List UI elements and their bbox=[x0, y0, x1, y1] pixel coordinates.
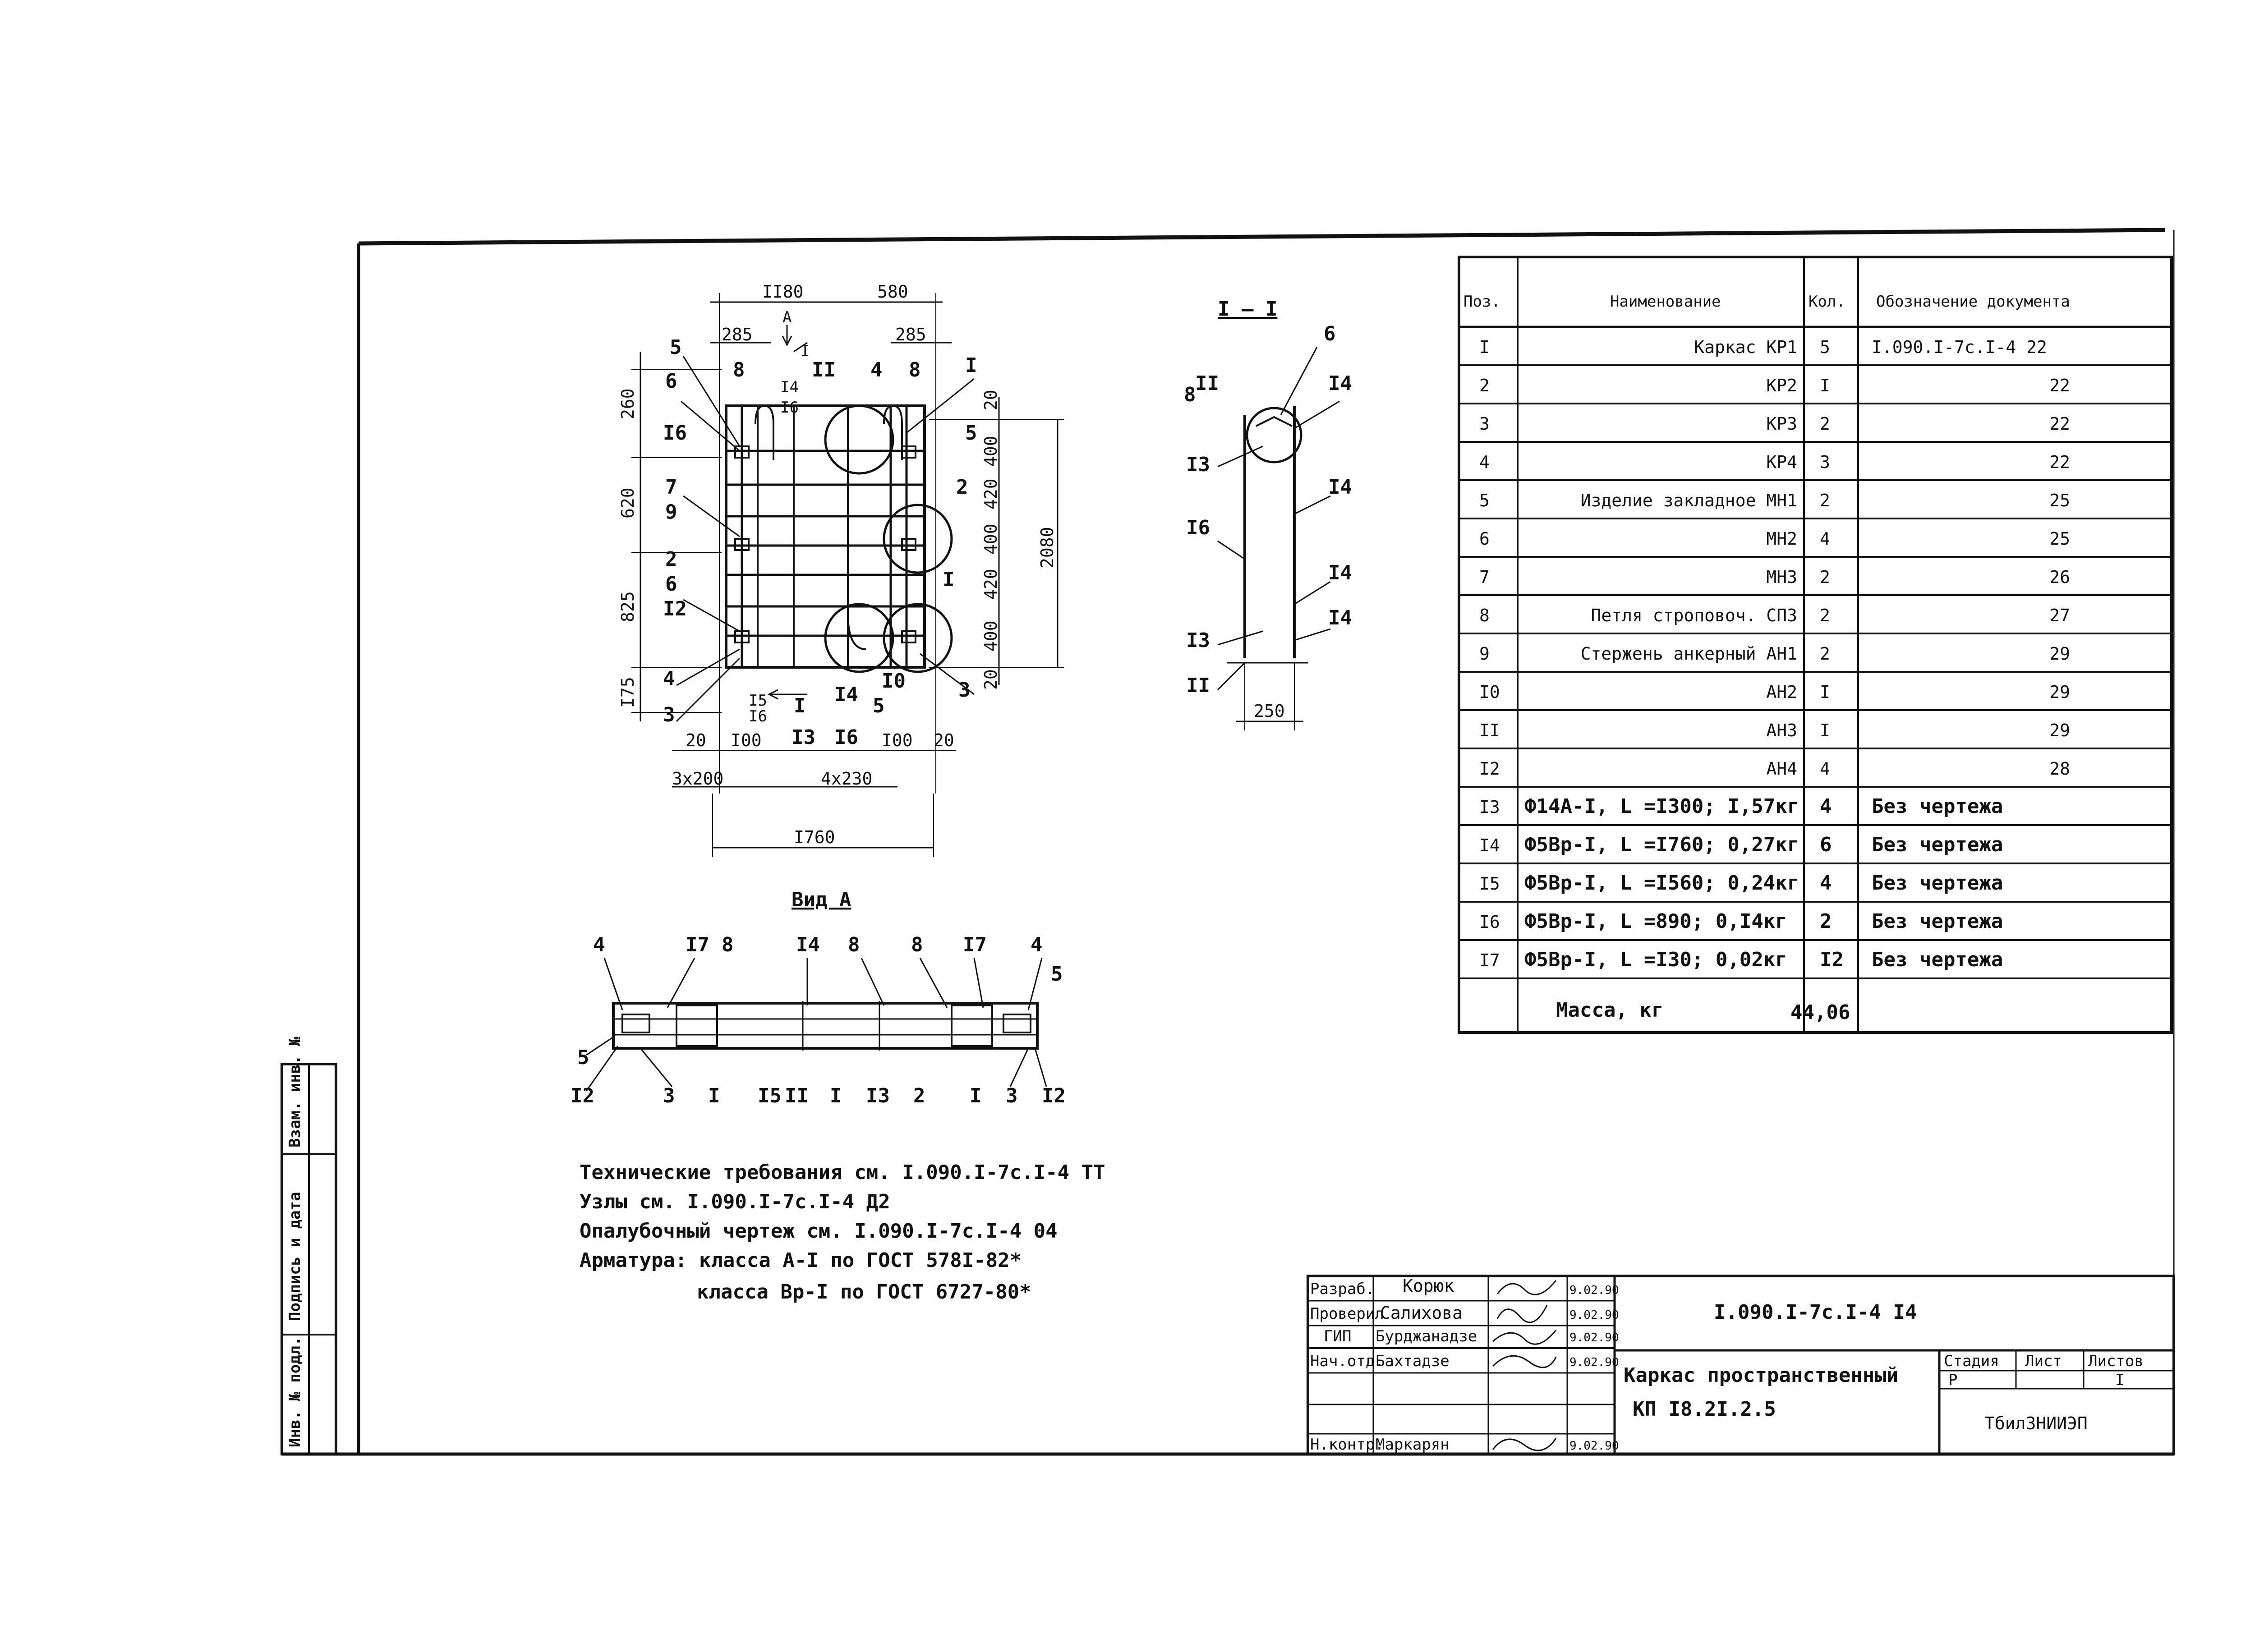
callout-16-bottom: I6 bbox=[749, 707, 767, 725]
tb-name-checked: Салихова bbox=[1380, 1303, 1463, 1323]
view-callout-14: I4 bbox=[796, 933, 820, 956]
spec-cell-doc: 22 bbox=[2049, 452, 2070, 472]
plan-labels bbox=[618, 282, 1057, 847]
callout-7-left: 7 bbox=[665, 476, 677, 499]
callout-4-left: 4 bbox=[663, 667, 675, 690]
callout-16-left: I6 bbox=[663, 422, 687, 445]
spec-table bbox=[1459, 257, 2172, 1032]
view-callout-1-c: I bbox=[970, 1084, 982, 1107]
tb-org: ТбилЗНИИЭП bbox=[1984, 1413, 2088, 1433]
view-callout-8-mid: 8 bbox=[848, 933, 860, 956]
spec-cell-qty: 6 bbox=[1820, 833, 1832, 856]
spec-cell-pos: 6 bbox=[1479, 529, 1490, 549]
dim-right-20-bottom: 20 bbox=[981, 669, 1001, 690]
spec-cell-name: Ф5Вр-I, L =I30; 0,02кг bbox=[1524, 948, 1787, 971]
spec-cell-qty: I bbox=[1820, 376, 1830, 395]
callout-16-bottom-b: I6 bbox=[834, 726, 858, 749]
spec-cell-name: Петля строповоч. СП3 bbox=[1591, 606, 1797, 625]
spec-cell-name: Ф5Вр-I, L =I560; 0,24кг bbox=[1524, 872, 1799, 895]
spec-cell-pos: I6 bbox=[1479, 912, 1500, 932]
section-title: I — I bbox=[1218, 298, 1278, 321]
callout-1-bottom: I bbox=[794, 694, 806, 717]
spec-cell-doc: I.090.I-7с.I-4 22 bbox=[1872, 337, 2047, 357]
tb-name-developer: Корюк bbox=[1403, 1276, 1454, 1296]
spec-cell-pos: I5 bbox=[1479, 874, 1500, 894]
spec-cell-name: Ф14А-I, L =I300; I,57кг bbox=[1524, 795, 1799, 818]
callout-6-left: 6 bbox=[665, 370, 677, 393]
spec-cell-doc: 29 bbox=[2049, 720, 2070, 740]
spec-cell-qty: 2 bbox=[1820, 414, 1830, 434]
spec-cell-doc: 29 bbox=[2049, 682, 2070, 702]
spec-cell-qty: 4 bbox=[1820, 529, 1830, 549]
callout-2-right: 2 bbox=[956, 476, 968, 499]
spec-header-doc: Обозначение документа bbox=[1876, 293, 2070, 311]
section-callout-14-a: I4 bbox=[1328, 372, 1352, 395]
tb-role-developer: Разраб. bbox=[1310, 1280, 1375, 1298]
spec-cell-pos: 3 bbox=[1479, 414, 1490, 434]
spec-cell-qty: 4 bbox=[1820, 759, 1830, 779]
spec-cell-qty: I bbox=[1820, 682, 1830, 702]
spec-cell-doc: 26 bbox=[2049, 567, 2070, 587]
callout-13-bottom: I3 bbox=[792, 726, 815, 749]
dim-3x200: 3x200 bbox=[672, 769, 724, 789]
note-rebar-a: Арматура: класса А-I по ГОСТ 578I-82* bbox=[580, 1249, 1022, 1272]
spec-mass-value: 44,06 bbox=[1790, 1001, 1850, 1024]
callout-3-left: 3 bbox=[663, 703, 675, 726]
spec-cell-name: Изделие закладное МН1 bbox=[1580, 491, 1797, 510]
dim-right-420-a: 420 bbox=[981, 478, 1001, 509]
spec-cell-qty: 2 bbox=[1820, 491, 1830, 510]
spec-cell-doc: 22 bbox=[2049, 414, 2070, 434]
spec-cell-name: МН3 bbox=[1766, 567, 1797, 587]
spec-cell-name: АН4 bbox=[1766, 759, 1797, 779]
tb-sheets-value: I bbox=[2115, 1371, 2125, 1389]
spec-cell-name: КР3 bbox=[1766, 414, 1797, 434]
note-nodes: Узлы см. I.090.I-7с.I-4 Д2 bbox=[580, 1190, 890, 1213]
callout-12-left: I2 bbox=[663, 597, 687, 620]
spec-cell-qty: I2 bbox=[1820, 948, 1844, 971]
spec-cell-qty: 2 bbox=[1820, 644, 1830, 664]
tb-title-line2: КП I8.2I.2.5 bbox=[1633, 1398, 1776, 1421]
tb-date-head: 9.02.90 bbox=[1569, 1356, 1619, 1369]
view-callout-17-right: I7 bbox=[963, 933, 987, 956]
side-stamp bbox=[282, 1037, 336, 1454]
spec-cell-doc: 27 bbox=[2049, 606, 2070, 625]
tb-title-line1: Каркас пространственный bbox=[1624, 1364, 1899, 1387]
view-callout-1-b: I bbox=[830, 1084, 842, 1107]
view-callout-17-left: I7 bbox=[686, 933, 709, 956]
tb-stage-value: Р bbox=[1948, 1371, 1958, 1389]
section-width-250: 250 bbox=[1254, 701, 1285, 721]
callout-9-left: 9 bbox=[665, 500, 677, 523]
spec-cell-name: АН3 bbox=[1766, 720, 1797, 740]
callout-5-bottom: 5 bbox=[873, 694, 885, 717]
callout-6-left-b: 6 bbox=[665, 573, 677, 596]
callout-5-left: 5 bbox=[670, 336, 682, 359]
tb-sheet-header: Лист bbox=[2025, 1352, 2062, 1370]
dim-580: 580 bbox=[877, 282, 908, 302]
section-callout-14-d: I4 bbox=[1328, 606, 1352, 629]
dim-right-400-b: 400 bbox=[981, 523, 1001, 555]
section-marker-top: I bbox=[801, 342, 810, 360]
callout-4-top: 4 bbox=[870, 358, 883, 381]
spec-cell-doc: 28 bbox=[2049, 759, 2070, 779]
dim-bottom-100-left: I00 bbox=[731, 730, 762, 750]
callout-3-bottom-right: 3 bbox=[958, 679, 971, 702]
signature-1 bbox=[1497, 1280, 1556, 1294]
spec-cell-pos: 2 bbox=[1479, 376, 1490, 395]
view-a bbox=[571, 888, 1066, 1107]
spec-cell-qty: 4 bbox=[1820, 795, 1832, 818]
spec-cell-pos: I2 bbox=[1479, 759, 1500, 779]
spec-cell-qty: 2 bbox=[1820, 910, 1832, 933]
dim-285-right: 285 bbox=[895, 325, 926, 344]
spec-header-name: Наименование bbox=[1610, 293, 1721, 311]
spec-header-pos: Поз. bbox=[1463, 293, 1500, 311]
spec-mass-label: Масса, кг bbox=[1556, 999, 1664, 1022]
title-block bbox=[1308, 1276, 2174, 1454]
notes bbox=[580, 1161, 1105, 1303]
spec-cell-name: Стержень анкерный АН1 bbox=[1580, 644, 1797, 664]
spec-cell-name: Каркас КР1 bbox=[1694, 337, 1797, 357]
dim-4x230: 4x230 bbox=[821, 769, 873, 789]
view-callout-3-right: 3 bbox=[1006, 1084, 1018, 1107]
spec-cell-pos: 5 bbox=[1479, 491, 1490, 510]
view-callout-12-right: I2 bbox=[1042, 1084, 1066, 1107]
section-callout-16: I6 bbox=[1186, 516, 1210, 539]
spec-cell-qty: I bbox=[1820, 720, 1830, 740]
dim-right-400-c: 400 bbox=[981, 620, 1001, 652]
tb-name-gip: Бурджанадзе bbox=[1376, 1327, 1477, 1345]
dim-1760: I760 bbox=[794, 827, 835, 847]
view-callout-12-left: I2 bbox=[571, 1084, 594, 1107]
section-callout-14-b: I4 bbox=[1328, 476, 1352, 499]
spec-cell-qty: 5 bbox=[1820, 337, 1830, 357]
tb-role-checked: Проверил bbox=[1310, 1305, 1384, 1323]
spec-cell-pos: II bbox=[1479, 720, 1500, 740]
spec-cell-name: АН2 bbox=[1766, 682, 1797, 702]
signature-3 bbox=[1493, 1330, 1556, 1344]
stamp-signature-date: Подпись и дата bbox=[286, 1192, 304, 1321]
tb-date-gip: 9.02.90 bbox=[1569, 1331, 1619, 1345]
view-callout-5-left: 5 bbox=[577, 1046, 589, 1069]
section-callout-6: 6 bbox=[1324, 322, 1336, 345]
spec-cell-pos: 9 bbox=[1479, 644, 1490, 664]
tb-date-developer: 9.02.90 bbox=[1569, 1284, 1619, 1297]
tb-role-norm: Н.контр. bbox=[1310, 1436, 1384, 1454]
note-rebar-b: класса Вр-I по ГОСТ 6727-80* bbox=[697, 1280, 1031, 1303]
spec-cell-doc: Без чертежа bbox=[1872, 833, 2003, 856]
spec-cell-name: КР4 bbox=[1766, 452, 1797, 472]
dim-left-620: 620 bbox=[618, 487, 638, 519]
section-callout-14-c: I4 bbox=[1328, 561, 1352, 584]
dim-right-400-a: 400 bbox=[981, 436, 1001, 467]
view-callout-4-left: 4 bbox=[593, 933, 605, 956]
view-marker-a: A bbox=[782, 308, 792, 326]
signature-4 bbox=[1493, 1356, 1556, 1367]
spec-cell-doc: 22 bbox=[2049, 376, 2070, 395]
section-view bbox=[1184, 298, 1352, 730]
stamp-replaced-inv: Взам. инв. № bbox=[286, 1037, 304, 1147]
section-callout-13-b: I3 bbox=[1186, 629, 1210, 652]
callout-8-top-right: 8 bbox=[909, 358, 921, 381]
dim-right-20-top: 20 bbox=[981, 390, 1001, 410]
spec-cell-pos: I4 bbox=[1479, 835, 1500, 855]
spec-cell-name: Ф5Вр-I, L =I760; 0,27кг bbox=[1524, 833, 1799, 856]
spec-cell-doc: Без чертежа bbox=[1872, 795, 2003, 818]
spec-cell-qty: 2 bbox=[1820, 606, 1830, 625]
section-callout-11: II bbox=[1195, 372, 1219, 395]
spec-cell-qty: 4 bbox=[1820, 872, 1832, 895]
callout-2-left: 2 bbox=[665, 548, 677, 571]
spec-cell-pos: 8 bbox=[1479, 606, 1490, 625]
view-callout-11: II bbox=[785, 1084, 809, 1107]
dim-bottom-100-right: I00 bbox=[882, 730, 913, 750]
view-callout-1-a: I bbox=[708, 1084, 720, 1107]
dim-left-260: 260 bbox=[618, 388, 638, 419]
section-callout-8: 8 bbox=[1184, 383, 1196, 406]
spec-cell-pos: I7 bbox=[1479, 950, 1500, 970]
view-callout-15: I5 bbox=[758, 1084, 782, 1107]
callout-14-bottom: I4 bbox=[834, 683, 858, 706]
spec-cell-pos: 7 bbox=[1479, 567, 1490, 587]
spec-cell-pos: I bbox=[1479, 337, 1490, 357]
callout-16-top: I6 bbox=[780, 399, 799, 417]
tb-date-norm: 9.02.90 bbox=[1569, 1439, 1619, 1453]
section-callout-13-a: I3 bbox=[1186, 453, 1210, 476]
signature-2 bbox=[1497, 1305, 1547, 1322]
tb-name-norm: Маркарян bbox=[1376, 1436, 1450, 1454]
callout-11-top: II bbox=[812, 358, 836, 381]
spec-cell-name: МН2 bbox=[1766, 529, 1797, 549]
callout-1-right: I bbox=[943, 568, 955, 591]
spec-cell-doc: 25 bbox=[2049, 491, 2070, 510]
view-callout-5-right: 5 bbox=[1051, 963, 1063, 986]
callout-1-top-right: I bbox=[965, 354, 977, 377]
dim-285-left: 285 bbox=[722, 325, 753, 344]
spec-cell-doc: Без чертежа bbox=[1872, 910, 2003, 933]
view-callout-3-left: 3 bbox=[663, 1084, 675, 1107]
spec-header-qty: Кол. bbox=[1809, 293, 1845, 311]
spec-cell-doc: 25 bbox=[2049, 529, 2070, 549]
section-callout-11-b: II bbox=[1186, 674, 1210, 697]
tb-date-checked: 9.02.90 bbox=[1569, 1308, 1619, 1322]
tb-name-head: Бахтадзе bbox=[1376, 1352, 1450, 1370]
tb-role-gip: ГИП bbox=[1324, 1327, 1352, 1345]
dim-bottom-20-left: 20 bbox=[686, 730, 706, 750]
dim-bottom-20-right: 20 bbox=[934, 730, 954, 750]
spec-cell-doc: 29 bbox=[2049, 644, 2070, 664]
spec-cell-pos: I3 bbox=[1479, 797, 1500, 817]
spec-cell-pos: 4 bbox=[1479, 452, 1490, 472]
spec-cell-qty: 3 bbox=[1820, 452, 1830, 472]
tb-role-head: Нач.отд. bbox=[1310, 1352, 1384, 1370]
callout-8-top-left: 8 bbox=[733, 358, 745, 381]
spec-cell-name: КР2 bbox=[1766, 376, 1797, 395]
tb-stage-header: Стадия bbox=[1944, 1352, 1999, 1370]
view-callout-8-right: 8 bbox=[911, 933, 923, 956]
spec-cell-pos: I0 bbox=[1479, 682, 1500, 702]
signature-5 bbox=[1493, 1438, 1556, 1450]
spec-cell-name: Ф5Вр-I, L =890; 0,I4кг bbox=[1524, 910, 1787, 933]
callout-5-right: 5 bbox=[965, 422, 977, 445]
dim-left-175: I75 bbox=[618, 677, 638, 708]
spec-cell-doc: Без чертежа bbox=[1872, 872, 2003, 895]
view-a-title: Вид А bbox=[792, 888, 851, 911]
dim-left-825: 825 bbox=[618, 591, 638, 622]
note-tech-req: Технические требования см. I.090.I-7с.I-4 ТТ bbox=[580, 1161, 1105, 1184]
view-callout-2: 2 bbox=[913, 1084, 925, 1107]
stamp-inv-original: Инв. № подл. bbox=[286, 1336, 304, 1447]
view-callout-4-right: 4 bbox=[1031, 933, 1043, 956]
callout-14-top: I4 bbox=[780, 378, 799, 396]
view-callout-8-left: 8 bbox=[722, 933, 734, 956]
callout-10-bottom: I0 bbox=[882, 670, 906, 693]
callout-15-bottom: I5 bbox=[749, 692, 767, 710]
tb-doc-number: I.090.I-7с.I-4 I4 bbox=[1714, 1301, 1917, 1324]
dim-1180: II80 bbox=[762, 282, 804, 302]
view-callout-13: I3 bbox=[866, 1084, 890, 1107]
tb-sheets-header: Листов bbox=[2088, 1352, 2144, 1370]
spec-cell-doc: Без чертежа bbox=[1872, 948, 2003, 971]
spec-cell-qty: 2 bbox=[1820, 567, 1830, 587]
note-formwork: Опалубочный чертеж см. I.090.I-7с.I-4 04 bbox=[580, 1220, 1058, 1243]
dim-total-2080: 2080 bbox=[1037, 527, 1057, 568]
dim-right-420-b: 420 bbox=[981, 569, 1001, 600]
